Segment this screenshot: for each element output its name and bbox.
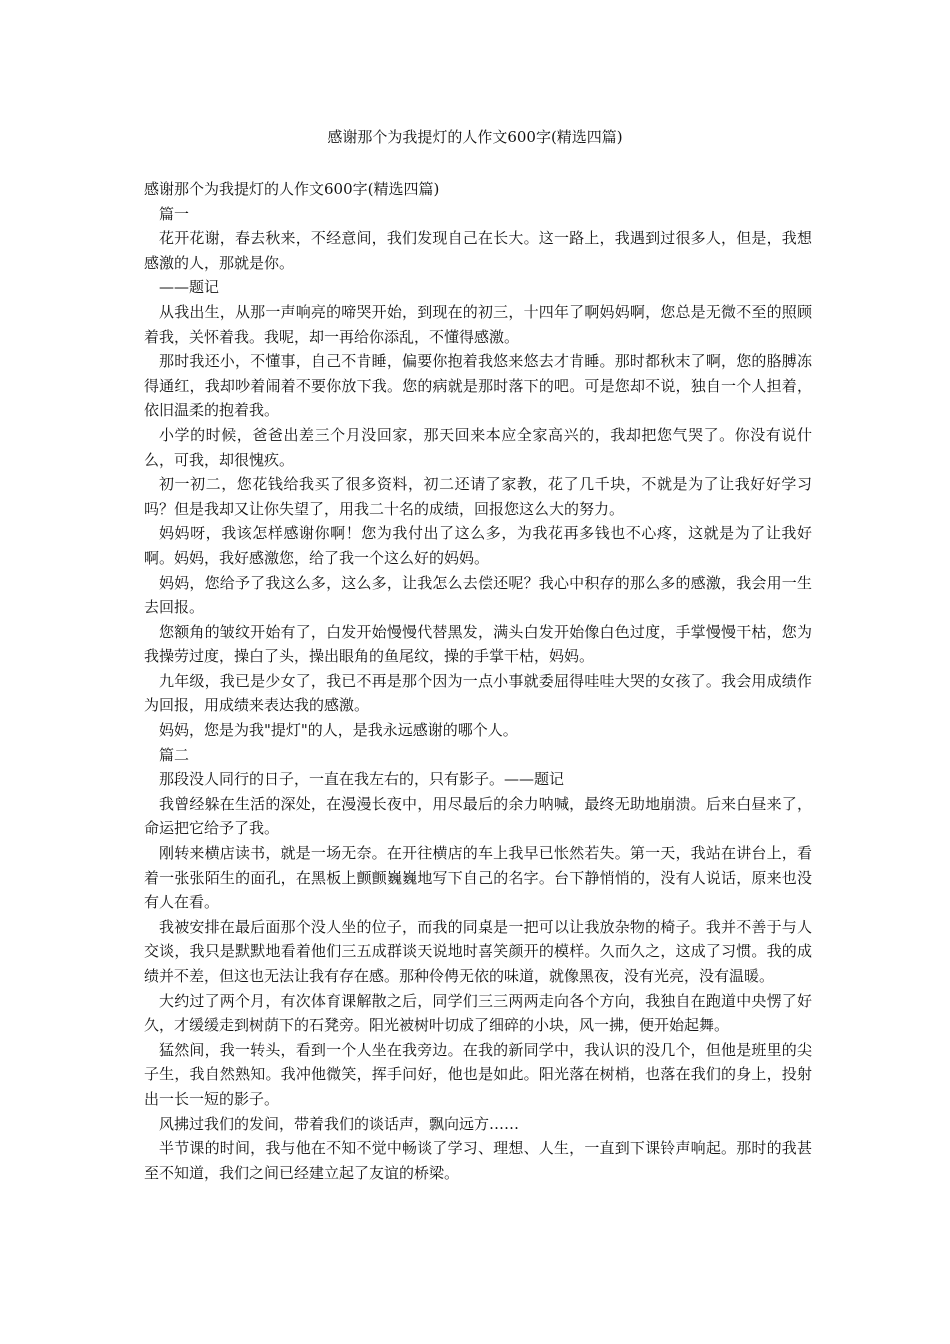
paragraph: 花开花谢，春去秋来，不经意间，我们发现自己在长大。这一路上，我遇到过很多人，但是，我想感激的人，那就是你。 [144, 229, 812, 272]
paragraph: 那时我还小，不懂事，自己不肯睡，偏要你抱着我悠来悠去才肯睡。那时都秋末了啊，您的胳膊冻得通红，我却吵着闹着不要你放下我。您的病就是那时落下的吧。可是您却不说，独自一个人担着，依旧温柔的抱着我。 [144, 352, 812, 420]
paragraph: 猛然间，我一转头，看到一个人坐在我旁边。在我的新同学中，我认识的没几个，但他是班里的尖子生，我自然熟知。我冲他微笑，挥手问好，他也是如此。阳光落在树梢，也落在我们的身上，投射出一长一短的影子。 [144, 1040, 812, 1108]
paragraph: 初一初二，您花钱给我买了很多资料，初二还请了家教，花了几千块，不就是为了让我好好学习吗？但是我却又让你失望了，用我二十名的成绩，回报您这么大的努力。 [144, 475, 812, 518]
document-body [144, 177, 812, 1185]
paragraph: 妈妈，您是为我"提灯"的人，是我永远感谢的哪个人。 [159, 721, 518, 740]
paragraph: 刚转来横店读书，就是一场无奈。在开往横店的车上我早已怅然若失。第一天，我站在讲台上，看着一张张陌生的面孔，在黑板上颤颤巍巍地写下自己的名字。台下静悄悄的，没有人说话，原来也没有人在看。 [144, 844, 812, 912]
paragraph: 半节课的时间，我与他在不知不觉中畅谈了学习、理想、人生，一直到下课铃声响起。那时的我甚至不知道，我们之间已经建立起了友谊的桥梁。 [144, 1139, 812, 1182]
document-subtitle: 感谢那个为我提灯的人作文600字(精选四篇) [144, 180, 440, 198]
paragraph: 妈妈，您给予了我这么多，这么多，让我怎么去偿还呢？我心中积存的那么多的感激，我会用一生去回报。 [144, 573, 812, 617]
paragraph: 大约过了两个月，有次体育课解散之后，同学们三三两两走向各个方向，我独自在跑道中央愣了好久，才缓缓走到树荫下的石凳旁。阳光被树叶切成了细碎的小块，风一拂，便开始起舞。 [144, 991, 812, 1035]
paragraph: 妈妈呀，我该怎样感谢你啊！您为我付出了这么多，为我花再多钱也不心疼，这就是为了让我好啊。妈妈，我好感激您，给了我一个这么好的妈妈。 [144, 524, 812, 567]
paragraph: 从我出生，从那一声响亮的啼哭开始，到现在的初三，十四年了啊妈妈啊，您总是无微不至的照顾着我，关怀着我。我呢，却一再给你添乱，不懂得感激。 [144, 302, 812, 346]
paragraph: 风拂过我们的发间，带着我们的谈话声，飘向远方…… [159, 1114, 520, 1133]
paragraph: 小学的时候，爸爸出差三个月没回家，那天回来本应全家高兴的，我却把您气哭了。你没有说什么，可我，却很愧疚。 [144, 425, 812, 469]
document-title: 感谢那个为我提灯的人作文600字(精选四篇) [327, 128, 623, 146]
paragraph: 您额角的皱纹开始有了，白发开始慢慢代替黑发，满头白发开始像白色过度，手掌慢慢干枯，您为我操劳过度，操白了头，操出眼角的鱼尾纹，操的手掌干枯，妈妈。 [144, 622, 812, 666]
paragraph: 九年级，我已是少女了，我已不再是那个因为一点小事就委屈得哇哇大哭的女孩了。我会用成绩作为回报，用成绩来表达我的感激。 [144, 671, 812, 715]
paragraph: 我被安排在最后面那个没人坐的位子，而我的同桌是一把可以让我放杂物的椅子。我并不善于与人交谈，我只是默默地看着他们三五成群谈天说地时喜笑颜开的模样。久而久之，这成了习惯。我的成绩并不差，但这也无法让我有存在感。那种伶俜无依的味道，就像黑夜，没有光亮，没有温暖。 [144, 917, 812, 985]
section-heading: 篇二 [159, 745, 190, 764]
section-heading: 篇一 [159, 204, 190, 223]
paragraph: 那段没人同行的日子，一直在我左右的，只有影子。——题记 [159, 770, 565, 789]
paragraph: 我曾经躲在生活的深处，在漫漫长夜中，用尽最后的余力呐喊，最终无助地崩溃。后来白昼来了，命运把它给予了我。 [144, 794, 812, 838]
epigraph-note: ——题记 [159, 278, 220, 297]
